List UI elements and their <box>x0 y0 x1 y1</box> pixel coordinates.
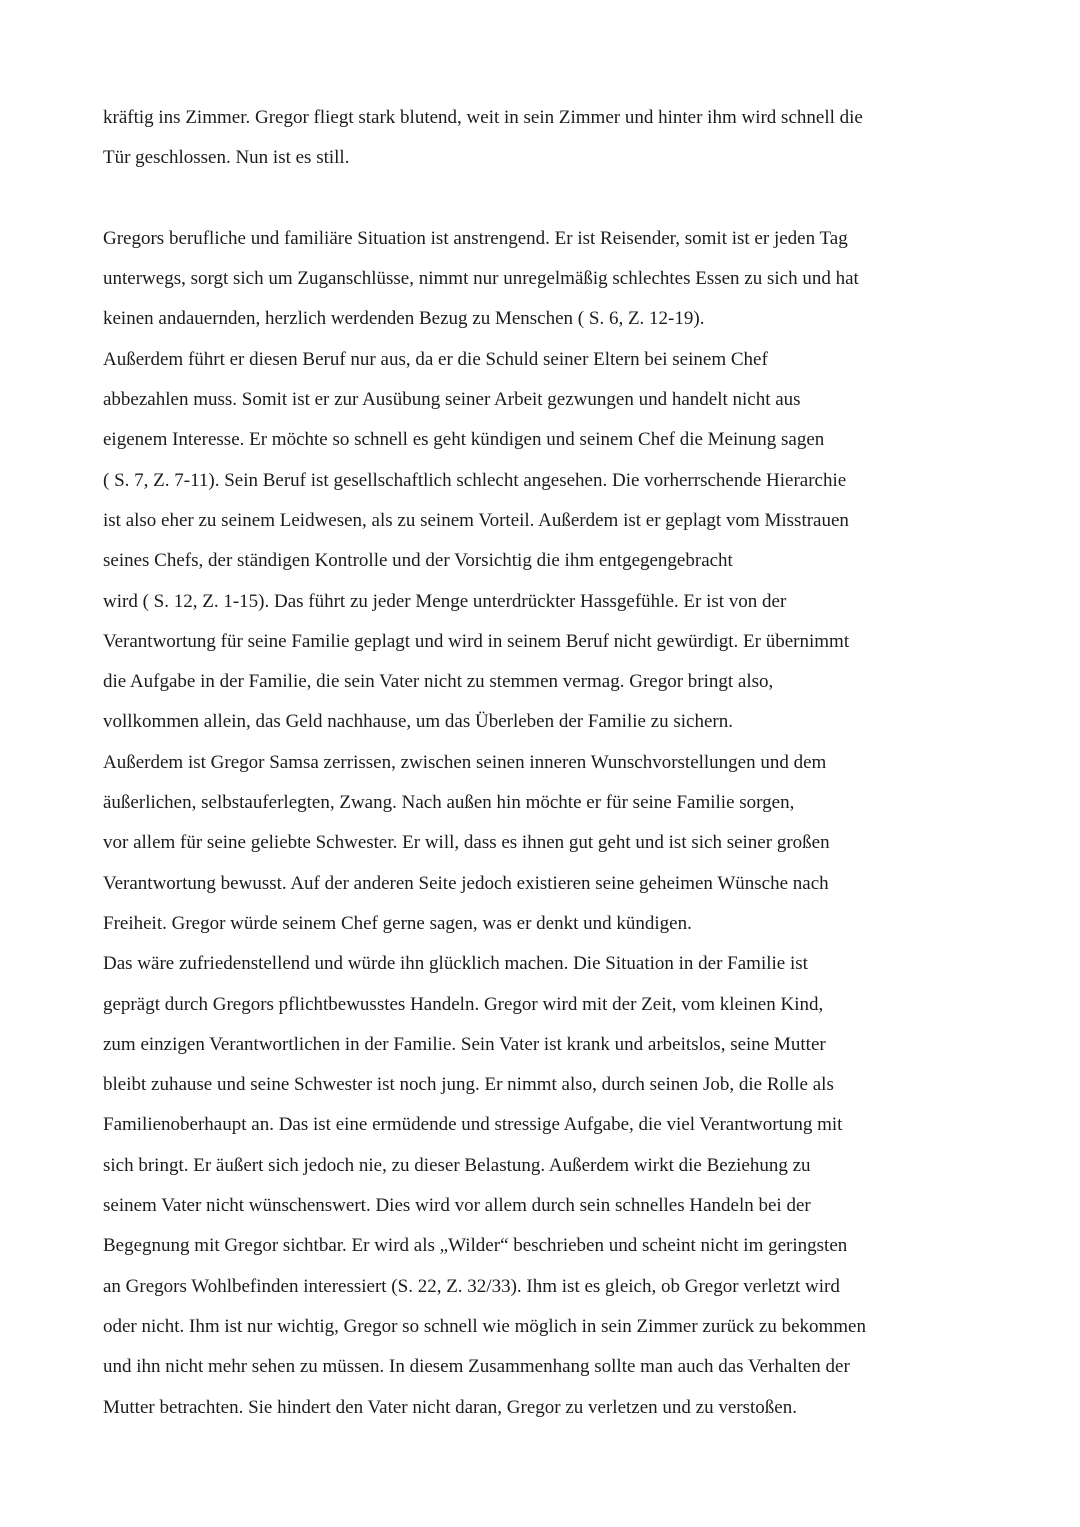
text-line: seinem Vater nicht wünschenswert. Dies wird vor allem durch sein schnelles Handeln bei der <box>103 1195 811 1217</box>
text-line: Tür geschlossen. Nun ist es still. <box>103 147 350 169</box>
text-line: Mutter betrachten. Sie hindert den Vater nicht daran, Gregor zu verletzen und zu verstoßen. <box>103 1396 797 1418</box>
text-line: sich bringt. Er äußert sich jedoch nie, zu dieser Belastung. Außerdem wirkt die Beziehung zu <box>103 1154 811 1176</box>
text-line: vollkommen allein, das Geld nachhause, um das Überleben der Familie zu sichern. <box>103 711 733 733</box>
text-line: Freiheit. Gregor würde seinem Chef gerne sagen, was er denkt und kündigen. <box>103 912 692 934</box>
text-line: Gregors berufliche und familiäre Situation ist anstrengend. Er ist Reisender, somit ist er jeden Tag <box>103 227 848 249</box>
text-line: an Gregors Wohlbefinden interessiert (S. 22, Z. 32/33). Ihm ist es gleich, ob Gregor verletzt wird <box>103 1275 840 1297</box>
text-line: Außerdem führt er diesen Beruf nur aus, da er die Schuld seiner Eltern bei seinem Chef <box>103 348 768 370</box>
text-line: vor allem für seine geliebte Schwester. Er will, dass es ihnen gut geht und ist sich seiner großen <box>103 832 830 854</box>
text-line: Außerdem ist Gregor Samsa zerrissen, zwischen seinen inneren Wunschvorstellungen und dem <box>103 751 827 773</box>
text-line: kräftig ins Zimmer. Gregor fliegt stark blutend, weit in sein Zimmer und hinter ihm wird schnell die <box>103 107 863 128</box>
text-line: wird ( S. 12, Z. 1-15). Das führt zu jeder Menge unterdrückter Hassgefühle. Er ist von der <box>103 590 787 612</box>
text-line: zum einzigen Verantwortlichen in der Familie. Sein Vater ist krank und arbeitslos, seine Mutter <box>103 1033 826 1055</box>
text-line: ( S. 7, Z. 7-11). Sein Beruf ist gesellschaftlich schlecht angesehen. Die vorherrschende Hierarchie <box>103 469 847 491</box>
text-line: die Aufgabe in der Familie, die sein Vater nicht zu stemmen vermag. Gregor bringt also, <box>103 671 774 693</box>
text-line: Verantwortung bewusst. Auf der anderen Seite jedoch existieren seine geheimen Wünsche nach <box>103 872 829 894</box>
text-line: bleibt zuhause und seine Schwester ist noch jung. Er nimmt also, durch seinen Job, die Rolle als <box>103 1074 834 1096</box>
text-line: eigenem Interesse. Er möchte so schnell es geht kündigen und seinem Chef die Meinung sagen <box>103 429 825 451</box>
text-line: Familienoberhaupt an. Das ist eine ermüdende und stressige Aufgabe, die viel Verantwortung mit <box>103 1114 843 1136</box>
text-line: oder nicht. Ihm ist nur wichtig, Gregor so schnell wie möglich in sein Zimmer zurück zu bekommen <box>103 1315 866 1337</box>
text-line: ist also eher zu seinem Leidwesen, als zu seinem Vorteil. Außerdem ist er geplagt vom Misstrauen <box>103 509 849 531</box>
text-line: geprägt durch Gregors pflichtbewusstes Handeln. Gregor wird mit der Zeit, vom kleinen Kind, <box>103 993 824 1015</box>
text-line: abbezahlen muss. Somit ist er zur Ausübung seiner Arbeit gezwungen und handelt nicht aus <box>103 389 801 411</box>
document-body <box>103 98 1003 1428</box>
text-line: und ihn nicht mehr sehen zu müssen. In diesem Zusammenhang sollte man auch das Verhalten der <box>103 1356 850 1378</box>
text-line: seines Chefs, der ständigen Kontrolle und der Vorsichtig die ihm entgegengebracht <box>103 550 733 572</box>
paragraph-spacer <box>103 179 1003 219</box>
text-line: Das wäre zufriedenstellend und würde ihn glücklich machen. Die Situation in der Familie ist <box>103 953 808 975</box>
text-line: keinen andauernden, herzlich werdenden Bezug zu Menschen ( S. 6, Z. 12-19). <box>103 308 705 330</box>
text-line: Begegnung mit Gregor sichtbar. Er wird als „Wilder“ beschrieben und scheint nicht im geringsten <box>103 1235 848 1257</box>
text-line: Verantwortung für seine Familie geplagt und wird in seinem Beruf nicht gewürdigt. Er übernimmt <box>103 630 850 652</box>
text-line: äußerlichen, selbstauferlegten, Zwang. Nach außen hin möchte er für seine Familie sorgen, <box>103 792 795 814</box>
text-line: unterwegs, sorgt sich um Zuganschlüsse, nimmt nur unregelmäßig schlechtes Essen zu sich und hat <box>103 268 859 290</box>
